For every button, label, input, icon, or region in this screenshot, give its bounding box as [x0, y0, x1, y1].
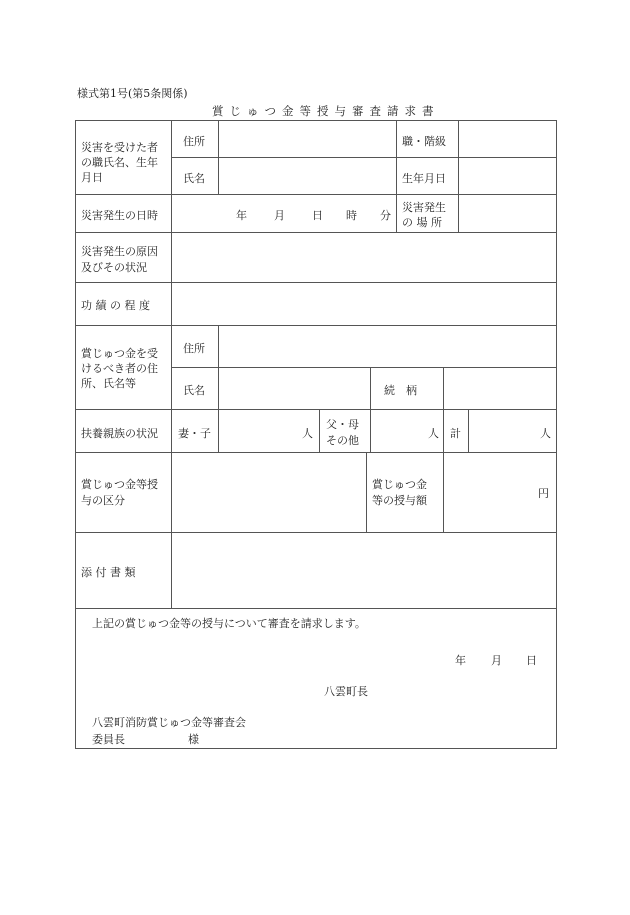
- victim-position-label: 職・階級: [402, 135, 446, 148]
- parent-label-line2: その他: [326, 434, 359, 447]
- row-divider: [75, 608, 557, 609]
- cell-divider: [396, 120, 397, 195]
- table-left-border: [75, 120, 76, 749]
- victim-address-label: 住所: [183, 135, 205, 148]
- recipient-label-line1: 賞じゅつ金を受: [81, 347, 158, 360]
- recipient-relation-label: 続 柄: [384, 384, 417, 397]
- footer-day: 日: [526, 654, 537, 667]
- datetime-field[interactable]: [173, 196, 395, 231]
- label-column-divider: [171, 120, 172, 609]
- cell-divider: [370, 409, 371, 453]
- attachments-label: 添 付 書 類: [81, 566, 136, 579]
- place-field[interactable]: [460, 196, 554, 231]
- amount-label-line2: 等の授与額: [372, 494, 427, 507]
- cell-divider: [396, 194, 397, 233]
- table-right-border: [556, 120, 557, 749]
- total-label: 計: [450, 427, 461, 440]
- victim-label-line3: 月日: [81, 171, 103, 184]
- row-divider: [75, 194, 557, 195]
- spouse-child-label: 妻・子: [178, 427, 211, 440]
- cell-divider: [218, 120, 219, 195]
- committee-name: 八雲町消防賞じゅつ金等審査会: [92, 716, 246, 729]
- cell-divider: [319, 409, 320, 453]
- parent-label-line1: 父・母: [326, 418, 359, 431]
- category-label-line2: 与の区分: [81, 494, 125, 507]
- category-field[interactable]: [173, 454, 365, 531]
- chairman-label: 委員長: [92, 733, 125, 746]
- cell-divider: [443, 452, 444, 533]
- cause-label-line2: 及びその状況: [81, 261, 147, 274]
- victim-birthdate-label: 生年月日: [402, 172, 446, 185]
- request-statement: 上記の賞じゅつ金等の授与について審査を請求します。: [92, 617, 366, 630]
- row-divider: [75, 325, 557, 326]
- mayor-name: 八雲町長: [324, 685, 368, 698]
- merit-label: 功 績 の 程 度: [81, 299, 150, 312]
- cell-divider: [218, 325, 219, 410]
- honorific: 様: [188, 733, 199, 746]
- merit-field[interactable]: [173, 284, 554, 324]
- recipient-name-field[interactable]: [220, 369, 369, 408]
- cell-divider: [366, 452, 367, 533]
- datetime-month: 月: [274, 209, 285, 222]
- cell-divider: [370, 367, 371, 410]
- spouse-child-count-field[interactable]: [220, 411, 300, 451]
- row-divider: [75, 409, 557, 410]
- row-divider: [75, 232, 557, 233]
- recipient-address-field[interactable]: [220, 327, 554, 366]
- amount-field[interactable]: [445, 454, 535, 531]
- footer-month: 月: [491, 654, 502, 667]
- row-divider: [75, 282, 557, 283]
- parent-unit: 人: [428, 427, 439, 440]
- total-count-field[interactable]: [470, 411, 538, 451]
- cause-field[interactable]: [173, 234, 554, 281]
- row-divider: [171, 367, 557, 368]
- attachments-field[interactable]: [173, 534, 554, 607]
- datetime-minute: 分: [380, 209, 391, 222]
- place-label-line1: 災害発生: [402, 201, 446, 214]
- row-divider: [171, 157, 557, 158]
- victim-birthdate-field[interactable]: [460, 159, 554, 193]
- datetime-hour: 時: [346, 209, 357, 222]
- row-divider: [75, 532, 557, 533]
- recipient-label-line2: けるべき者の住: [81, 362, 158, 375]
- yen-unit: 円: [538, 487, 549, 500]
- amount-label-line1: 賞じゅつ金: [372, 478, 427, 491]
- datetime-day: 日: [312, 209, 323, 222]
- category-label-line1: 賞じゅつ金等授: [81, 478, 158, 491]
- table-bottom-border: [75, 748, 557, 749]
- footer-year: 年: [455, 654, 466, 667]
- victim-address-field[interactable]: [220, 122, 394, 156]
- victim-name-field[interactable]: [220, 159, 394, 193]
- recipient-name-label: 氏名: [183, 384, 205, 397]
- dependents-label: 扶養親族の状況: [81, 427, 158, 440]
- recipient-label-line3: 所、氏名等: [81, 377, 136, 390]
- datetime-year: 年: [236, 209, 247, 222]
- cause-label-line1: 災害発生の原因: [81, 245, 158, 258]
- form-title: 賞じゅつ金等授与審査請求書: [212, 104, 440, 118]
- table-top-border: [75, 120, 557, 121]
- row-divider: [75, 452, 557, 453]
- datetime-label: 災害発生の日時: [81, 209, 158, 222]
- spouse-child-unit: 人: [302, 427, 313, 440]
- cell-divider: [468, 409, 469, 453]
- victim-label-line1: 災害を受けた者: [81, 141, 158, 154]
- victim-label-line2: の職氏名、生年: [81, 156, 158, 169]
- cell-divider: [443, 367, 444, 410]
- recipient-relation-field[interactable]: [445, 369, 554, 408]
- place-label-line2: の 場 所: [402, 216, 442, 229]
- victim-name-label: 氏名: [183, 172, 205, 185]
- cell-divider: [443, 409, 444, 453]
- cell-divider: [218, 409, 219, 453]
- total-unit: 人: [540, 427, 551, 440]
- victim-position-field[interactable]: [460, 122, 554, 156]
- parent-count-field[interactable]: [372, 411, 426, 451]
- cell-divider: [458, 120, 459, 195]
- form-number: 様式第1号(第5条関係): [77, 87, 188, 100]
- cell-divider: [458, 194, 459, 233]
- recipient-address-label: 住所: [183, 342, 205, 355]
